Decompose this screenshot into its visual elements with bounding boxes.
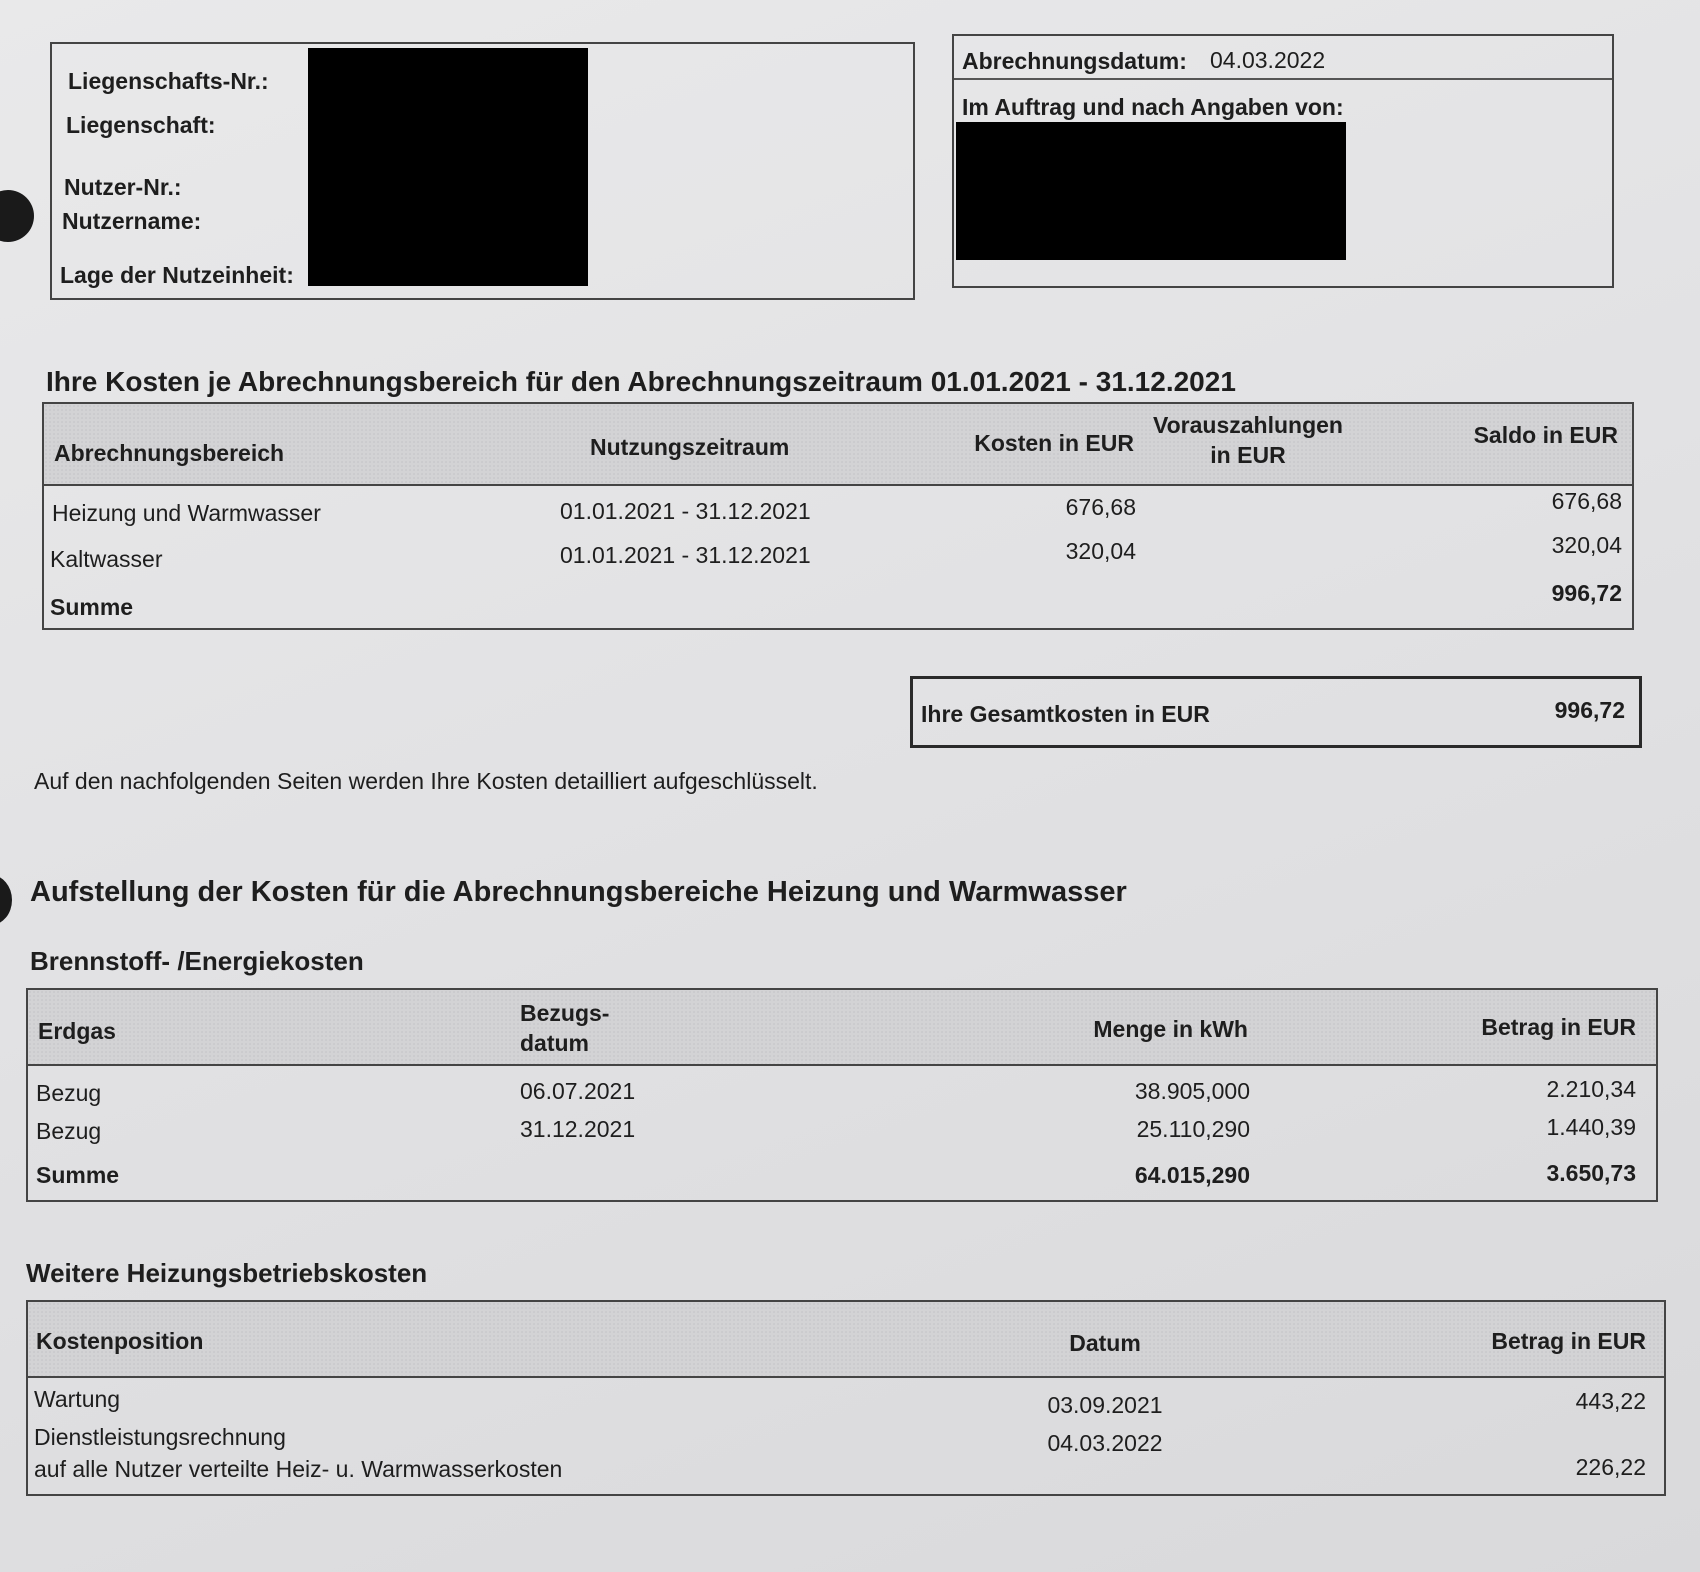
erdgas-summe-label: Summe: [36, 1162, 120, 1188]
col-abrechnungsbereich: Abrechnungsbereich: [54, 440, 285, 466]
erdgas-row2-label: Bezug: [36, 1118, 102, 1144]
row1-bereich: Heizung und Warmwasser: [52, 500, 321, 526]
weitere-row1-position: Wartung: [34, 1386, 121, 1412]
row2-kosten: 320,04: [1065, 538, 1136, 564]
erdgas-summe-menge: 64.015,290: [1134, 1162, 1250, 1188]
billing-date-divider: [954, 78, 1612, 80]
aufstellung-title: Aufstellung der Kosten für die Abrechnungsbereiche Heizung und Warmwasser: [30, 876, 1127, 908]
row1-zeitraum: 01.01.2021 - 31.12.2021: [560, 498, 811, 524]
row2-saldo: 320,04: [1551, 532, 1622, 558]
col-nutzungszeitraum: Nutzungszeitraum: [590, 434, 790, 460]
label-lage: Lage der Nutzeinheit:: [60, 262, 294, 288]
brennstoff-table: [26, 988, 1658, 1202]
col-datum: Datum: [1069, 1330, 1141, 1356]
row2-bereich: Kaltwasser: [50, 546, 163, 572]
col-erdgas: Erdgas: [38, 1018, 116, 1044]
row1-saldo: 676,68: [1551, 488, 1622, 514]
weitere-row2-datum: 04.03.2022: [1047, 1430, 1163, 1456]
gesamtkosten-value: 996,72: [1554, 697, 1625, 723]
row2-zeitraum: 01.01.2021 - 31.12.2021: [560, 542, 811, 568]
label-auftrag: Im Auftrag und nach Angaben von:: [962, 94, 1344, 120]
col-kostenposition: Kostenposition: [36, 1328, 204, 1354]
redaction-block-client: [956, 122, 1346, 260]
weitere-title: Weitere Heizungsbetriebskosten: [26, 1258, 428, 1288]
col-kosten: Kosten in EUR: [974, 430, 1134, 456]
brennstoff-title: Brennstoff- /Energiekosten: [30, 946, 364, 976]
weitere-row1-betrag: 443,22: [1575, 1388, 1646, 1414]
col-bezugsdatum-2: datum: [520, 1030, 589, 1056]
erdgas-row1-label: Bezug: [36, 1080, 102, 1106]
gesamtkosten-label: Ihre Gesamtkosten in EUR: [921, 701, 1210, 727]
col-vorauszahlungen-2: in EUR: [1210, 442, 1286, 468]
punch-hole-bottom: [0, 875, 12, 925]
erdgas-row1-betrag: 2.210,34: [1546, 1076, 1636, 1102]
weitere-row2-position: Dienstleistungsrechnung: [34, 1424, 286, 1450]
kosten-section-title: Ihre Kosten je Abrechnungsbereich für den Abrechnungszeitraum 01.01.2021 - 31.12.2021: [46, 366, 1236, 397]
col-menge: Menge in kWh: [1093, 1016, 1248, 1042]
label-nutzer-nr: Nutzer-Nr.:: [64, 174, 182, 200]
row1-kosten: 676,68: [1065, 494, 1136, 520]
weitere-table: [26, 1300, 1666, 1496]
note-text: Auf den nachfolgenden Seiten werden Ihre Kosten detailliert aufgeschlüsselt.: [34, 768, 818, 794]
redaction-block-property: [308, 48, 588, 286]
label-nutzername: Nutzername:: [62, 208, 202, 234]
gesamtkosten-box: [910, 676, 1642, 748]
summe-value: 996,72: [1551, 580, 1622, 606]
erdgas-row2-betrag: 1.440,39: [1546, 1114, 1636, 1140]
col-betrag: Betrag in EUR: [1481, 1014, 1636, 1040]
weitere-extra-line: auf alle Nutzer verteilte Heiz- u. Warmwasserkosten: [34, 1456, 563, 1482]
weitere-row1-datum: 03.09.2021: [1047, 1392, 1163, 1418]
value-abrechnungsdatum: 04.03.2022: [1210, 47, 1326, 73]
erdgas-row1-menge: 38.905,000: [1134, 1078, 1250, 1104]
kosten-table: [42, 402, 1634, 630]
col-saldo: Saldo in EUR: [1473, 422, 1618, 448]
punch-hole-top: [0, 190, 34, 242]
erdgas-summe-betrag: 3.650,73: [1546, 1160, 1636, 1186]
label-liegenschaft: Liegenschaft:: [66, 112, 216, 138]
label-liegenschafts-nr: Liegenschafts-Nr.:: [68, 68, 269, 94]
col-bezugsdatum-1: Bezugs-: [520, 1000, 610, 1026]
col-vorauszahlungen-1: Vorauszahlungen: [1153, 412, 1343, 438]
erdgas-row1-datum: 06.07.2021: [520, 1078, 636, 1104]
erdgas-row2-datum: 31.12.2021: [520, 1116, 636, 1142]
weitere-extra-value: 226,22: [1575, 1454, 1646, 1480]
label-abrechnungsdatum: Abrechnungsdatum:: [962, 48, 1187, 74]
col-betrag-weitere: Betrag in EUR: [1491, 1328, 1646, 1354]
summe-label: Summe: [50, 594, 134, 620]
erdgas-row2-menge: 25.110,290: [1136, 1116, 1250, 1142]
